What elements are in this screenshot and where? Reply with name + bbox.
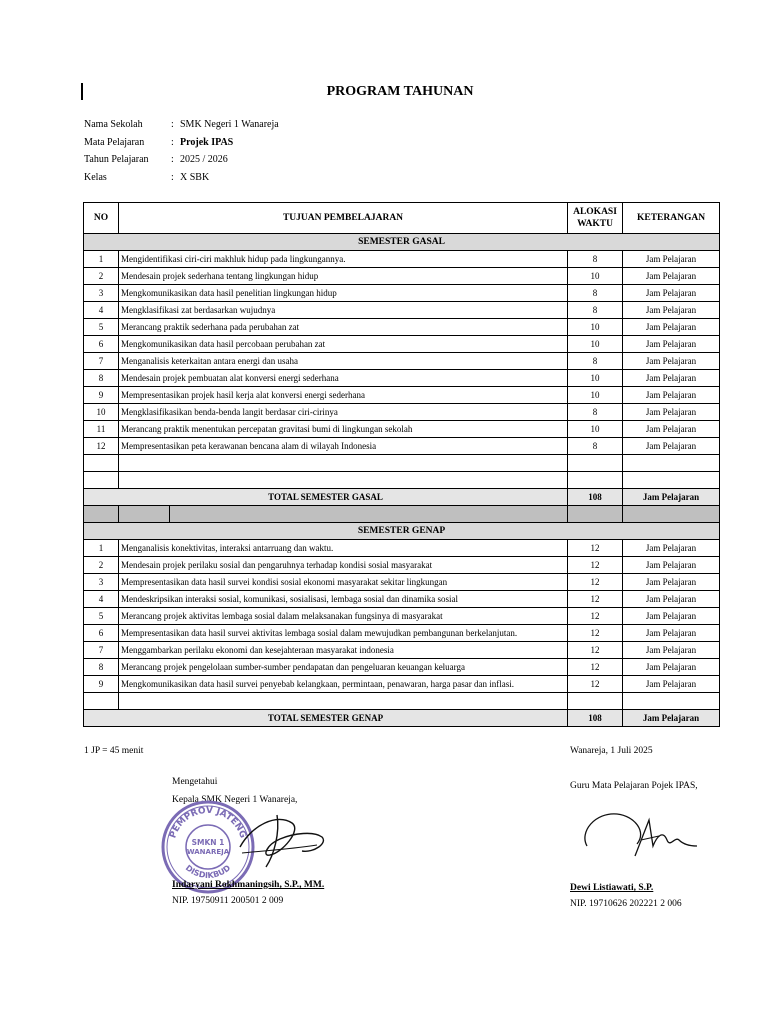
- table-row: [84, 438, 720, 455]
- empty-cell: [84, 693, 119, 710]
- row-waktu: 10: [568, 268, 623, 285]
- total-row-genap: [84, 710, 720, 727]
- table-row: [84, 421, 720, 438]
- row-keterangan: Jam Pelajaran: [623, 574, 720, 591]
- left-line2: Kepala SMK Negeri 1 Wanareja,: [172, 795, 298, 805]
- separator-cell: [623, 506, 720, 523]
- row-tujuan: Menggambarkan perilaku ekonomi dan kesejahteraan masyarakat indonesia: [119, 642, 568, 659]
- header-keterangan: KETERANGAN: [623, 203, 720, 234]
- row-no: 6: [84, 625, 119, 642]
- header-alokasi: [568, 203, 623, 234]
- row-waktu: 8: [568, 404, 623, 421]
- total-keterangan: Jam Pelajaran: [623, 489, 720, 506]
- row-waktu: 12: [568, 557, 623, 574]
- row-no: 9: [84, 387, 119, 404]
- table-row: [84, 319, 720, 336]
- separator-cell: [568, 506, 623, 523]
- section-label: SEMESTER GENAP: [84, 523, 720, 540]
- row-keterangan: Jam Pelajaran: [623, 676, 720, 693]
- row-no: 9: [84, 676, 119, 693]
- teacher-name: Dewi Listiawati, S.P.: [570, 883, 654, 893]
- page-title: PROGRAM TAHUNAN: [326, 84, 474, 99]
- left-line1: Mengetahui: [172, 777, 218, 787]
- row-no: 4: [84, 302, 119, 319]
- row-keterangan: Jam Pelajaran: [623, 421, 720, 438]
- row-keterangan: Jam Pelajaran: [623, 268, 720, 285]
- row-keterangan: Jam Pelajaran: [623, 591, 720, 608]
- table-row: [84, 591, 720, 608]
- info-colon: :: [171, 171, 174, 183]
- info-colon: :: [171, 154, 174, 165]
- row-no: 7: [84, 642, 119, 659]
- table-row: [84, 336, 720, 353]
- row-no: 12: [84, 438, 119, 455]
- row-waktu: 8: [568, 285, 623, 302]
- row-no: 2: [84, 557, 119, 574]
- row-no: 8: [84, 659, 119, 676]
- row-tujuan: Merancang projek pengelolaan sumber-sumber pendapatan dan pengeluaran keuangan keluarga: [119, 659, 568, 676]
- empty-cell: [568, 693, 623, 710]
- teacher-nip: NIP. 19710626 202221 2 006: [570, 899, 682, 909]
- total-label: TOTAL SEMESTER GENAP: [84, 710, 568, 727]
- row-waktu: 12: [568, 625, 623, 642]
- row-keterangan: Jam Pelajaran: [623, 336, 720, 353]
- table-row: [84, 404, 720, 421]
- row-tujuan: Mengidentifikasi ciri-ciri makhluk hidup pada lingkungannya.: [119, 251, 568, 268]
- right-line1: Guru Mata Pelajaran Pojek IPAS,: [570, 781, 698, 791]
- row-tujuan: Mendeskripsikan interaksi sosial, komunikasi, sosialisasi, lembaga sosial dan dinamika sosial: [119, 591, 568, 608]
- row-no: 1: [84, 540, 119, 557]
- row-waktu: 12: [568, 676, 623, 693]
- row-tujuan: Mempresentasikan data hasil survei aktivitas lembaga sosial dalam mewujudkan pembangunan berkelanjutan.: [119, 625, 568, 642]
- info-label: Kelas: [84, 171, 107, 183]
- jp-note: 1 JP = 45 menit: [84, 746, 144, 756]
- separator-cell: [170, 506, 568, 523]
- stamp-bottom-text: DISDIKBUD: [183, 863, 233, 881]
- empty-cell: [119, 693, 568, 710]
- info-value: Projek IPAS: [180, 136, 234, 148]
- header-alokasi-line2: WAKTU: [577, 219, 613, 229]
- info-value: SMK Negeri 1 Wanareja: [180, 119, 279, 130]
- row-tujuan: Merancang projek aktivitas lembaga sosial dalam melaksanakan fungsinya di masyarakat: [119, 608, 568, 625]
- row-no: 11: [84, 421, 119, 438]
- separator-row: [84, 506, 720, 523]
- section-row-gasal: [84, 234, 720, 251]
- total-row-gasal: [84, 489, 720, 506]
- row-no: 1: [84, 251, 119, 268]
- table-row: [84, 659, 720, 676]
- row-waktu: 12: [568, 574, 623, 591]
- info-label: Tahun Pelajaran: [84, 154, 149, 165]
- stamp-middle1: SMKN 1: [191, 838, 225, 847]
- row-tujuan: Menganalisis konektivitas, interaksi antarruang dan waktu.: [119, 540, 568, 557]
- row-keterangan: Jam Pelajaran: [623, 540, 720, 557]
- info-colon: :: [171, 136, 174, 148]
- row-keterangan: Jam Pelajaran: [623, 319, 720, 336]
- row-waktu: 12: [568, 540, 623, 557]
- section-label: SEMESTER GASAL: [84, 234, 720, 251]
- row-waktu: 8: [568, 438, 623, 455]
- row-no: 6: [84, 336, 119, 353]
- row-waktu: 8: [568, 251, 623, 268]
- place-date: Wanareja, 1 Juli 2025: [570, 746, 653, 756]
- row-tujuan: Merancang praktik menentukan percepatan gravitasi bumi di lingkungan sekolah: [119, 421, 568, 438]
- table-row: [84, 557, 720, 574]
- table-header-row: [84, 203, 720, 234]
- table-row: [84, 370, 720, 387]
- header-tujuan: TUJUAN PEMBELAJARAN: [119, 203, 568, 234]
- table-row: [84, 353, 720, 370]
- table-row: [84, 251, 720, 268]
- table-row: [84, 268, 720, 285]
- row-waktu: 12: [568, 591, 623, 608]
- table-row: [84, 387, 720, 404]
- empty-cell: [119, 455, 568, 472]
- row-waktu: 10: [568, 421, 623, 438]
- row-tujuan: Mempresentasikan peta kerawanan bencana alam di wilayah Indonesia: [119, 438, 568, 455]
- info-label: Mata Pelajaran: [84, 136, 145, 148]
- total-value: 108: [568, 710, 623, 727]
- table-row: [84, 302, 720, 319]
- stamp-middle2: WANAREJA: [186, 848, 230, 856]
- table-row: [84, 285, 720, 302]
- row-no: 10: [84, 404, 119, 421]
- empty-cell: [568, 455, 623, 472]
- empty-cell: [623, 693, 720, 710]
- table-row: [84, 642, 720, 659]
- row-waktu: 8: [568, 302, 623, 319]
- stamp-top-text: PEMPROV JATENG: [168, 805, 248, 840]
- row-no: 7: [84, 353, 119, 370]
- row-tujuan: Mengkomunikasikan data hasil percobaan perubahan zat: [119, 336, 568, 353]
- row-tujuan: Mendesain projek sederhana tentang lingkungan hidup: [119, 268, 568, 285]
- row-keterangan: Jam Pelajaran: [623, 285, 720, 302]
- headmaster-signature: [222, 805, 342, 875]
- row-keterangan: Jam Pelajaran: [623, 608, 720, 625]
- program-table: [83, 202, 720, 727]
- separator-cell: [119, 506, 170, 523]
- row-tujuan: Mendesain projek pembuatan alat konversi energi sederhana: [119, 370, 568, 387]
- separator-cell: [84, 506, 119, 523]
- row-keterangan: Jam Pelajaran: [623, 370, 720, 387]
- table-row: [84, 625, 720, 642]
- empty-cell: [623, 455, 720, 472]
- row-keterangan: Jam Pelajaran: [623, 302, 720, 319]
- empty-cell: [119, 472, 568, 489]
- row-tujuan: Menganalisis keterkaitan antara energi dan usaha: [119, 353, 568, 370]
- row-waktu: 10: [568, 319, 623, 336]
- info-label: Nama Sekolah: [84, 119, 143, 130]
- row-tujuan: Mengkomunikasikan data hasil survei penyebab kelangkaan, permintaan, penawaran, harga pasar dan inflasi.: [119, 676, 568, 693]
- header-alokasi-line1: ALOKASI: [573, 207, 617, 217]
- row-no: 4: [84, 591, 119, 608]
- row-tujuan: Mengkomunikasikan data hasil penelitian lingkungan hidup: [119, 285, 568, 302]
- row-waktu: 10: [568, 370, 623, 387]
- row-keterangan: Jam Pelajaran: [623, 625, 720, 642]
- header-no: NO: [84, 203, 119, 234]
- empty-cell: [84, 472, 119, 489]
- info-colon: :: [171, 119, 174, 130]
- table-row: [84, 540, 720, 557]
- teacher-signature: [575, 806, 705, 866]
- row-tujuan: Merancang praktik sederhana pada perubahan zat: [119, 319, 568, 336]
- table-row: [84, 608, 720, 625]
- row-keterangan: Jam Pelajaran: [623, 642, 720, 659]
- row-tujuan: Mengklasifikasi zat berdasarkan wujudnya: [119, 302, 568, 319]
- row-no: 3: [84, 574, 119, 591]
- row-no: 8: [84, 370, 119, 387]
- row-no: 5: [84, 608, 119, 625]
- table-row: [84, 574, 720, 591]
- row-keterangan: Jam Pelajaran: [623, 404, 720, 421]
- empty-row: [84, 693, 720, 710]
- row-keterangan: Jam Pelajaran: [623, 557, 720, 574]
- section-row-genap: [84, 523, 720, 540]
- row-tujuan: Mengklasifikasikan benda-benda langit berdasar ciri-cirinya: [119, 404, 568, 421]
- row-tujuan: Mendesain projek perilaku sosial dan pengaruhnya terhadap kondisi sosial masyarakat: [119, 557, 568, 574]
- row-keterangan: Jam Pelajaran: [623, 659, 720, 676]
- empty-cell: [568, 472, 623, 489]
- empty-row: [84, 455, 720, 472]
- row-waktu: 10: [568, 336, 623, 353]
- info-value: X SBK: [180, 171, 210, 183]
- total-value: 108: [568, 489, 623, 506]
- total-label: TOTAL SEMESTER GASAL: [84, 489, 568, 506]
- row-keterangan: Jam Pelajaran: [623, 438, 720, 455]
- row-keterangan: Jam Pelajaran: [623, 353, 720, 370]
- info-value: 2025 / 2026: [180, 154, 228, 165]
- headmaster-name: Indaryani Rokhmaningsih, S.P., MM.: [172, 880, 325, 890]
- total-keterangan: Jam Pelajaran: [623, 710, 720, 727]
- row-no: 2: [84, 268, 119, 285]
- row-tujuan: Mempresentasikan projek hasil kerja alat konversi energi sederhana: [119, 387, 568, 404]
- row-keterangan: Jam Pelajaran: [623, 387, 720, 404]
- table-row: [84, 676, 720, 693]
- row-keterangan: Jam Pelajaran: [623, 251, 720, 268]
- row-waktu: 8: [568, 353, 623, 370]
- empty-cell: [623, 472, 720, 489]
- row-waktu: 10: [568, 387, 623, 404]
- row-waktu: 12: [568, 608, 623, 625]
- row-tujuan: Mempresentasikan data hasil survei kondisi sosial ekonomi masyarakat sekitar lingkungan: [119, 574, 568, 591]
- row-no: 3: [84, 285, 119, 302]
- empty-row: [84, 472, 720, 489]
- empty-cell: [84, 455, 119, 472]
- headmaster-nip: NIP. 19750911 200501 2 009: [172, 896, 284, 906]
- row-waktu: 12: [568, 659, 623, 676]
- row-waktu: 12: [568, 642, 623, 659]
- row-no: 5: [84, 319, 119, 336]
